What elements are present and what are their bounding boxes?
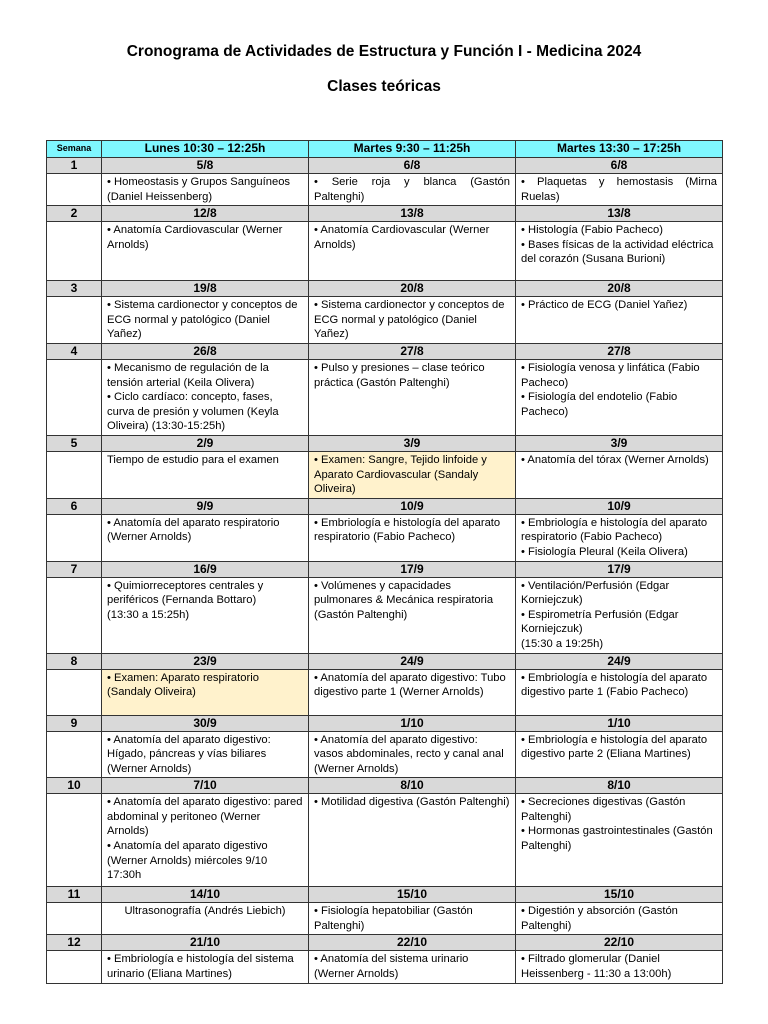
activity-cell [516,514,723,561]
week-blank-cell [47,359,102,435]
date-cell: 26/8 [102,343,309,359]
activity-cell [102,731,309,778]
date-cell: 16/9 [102,561,309,577]
activity-cell [102,951,309,983]
activity-cell [309,222,516,281]
week-blank-cell [47,669,102,715]
date-cell: 15/10 [516,887,723,903]
activity-cell [102,794,309,887]
activity-item: • Fisiología Pleural (Keila Olivera) [521,545,688,558]
activity-cell [516,297,723,344]
week-blank-cell [47,174,102,206]
header-tuesday-afternoon: Martes 13:30 – 17:25h [516,141,723,158]
date-row [47,158,723,174]
activity-item: • Anatomía del aparato respiratorio (Werner Arnolds) [107,516,280,544]
activity-item: • Anatomía Cardiovascular (Werner Arnolds) [314,224,490,251]
activity-item: Tiempo de estudio para el examen [107,453,279,466]
date-cell: 13/8 [309,206,516,222]
activity-item: • Digestión y absorción (Gastón Paltenghi) [521,905,678,932]
date-row [47,435,723,451]
week-number: 1 [47,158,102,174]
header-monday: Lunes 10:30 – 12:25h [102,141,309,158]
week-number: 4 [47,343,102,359]
date-cell: 23/9 [102,653,309,669]
activity-row [47,577,723,653]
activity-row [47,174,723,206]
activity-item: • Volúmenes y capacidades pulmonares & Mecánica respiratoria (Gastón Paltenghi) [314,579,494,621]
date-row [47,343,723,359]
activity-item: • Práctico de ECG (Daniel Yañez) [521,299,688,312]
date-cell: 27/8 [309,343,516,359]
date-row [47,778,723,794]
activity-cell [102,903,309,935]
activity-cell [102,577,309,653]
activity-row [47,222,723,281]
date-cell: 24/9 [516,653,723,669]
activity-item: • Bases físicas de la actividad eléctrica del corazón (Susana Burioni) [521,238,714,266]
activity-item: • Examen: Aparato respiratorio (Sandaly Oliveira) [107,671,259,699]
activity-item: • Fisiología hepatobiliar (Gastón Paltenghi) [314,905,473,932]
activity-cell [516,669,723,715]
week-blank-cell [47,577,102,653]
activity-row [47,514,723,561]
date-cell: 22/10 [516,935,723,951]
date-cell: 13/8 [516,206,723,222]
activity-cell [309,794,516,887]
activity-item: (15:30 a 19:25h) [521,637,604,650]
week-number: 8 [47,653,102,669]
activity-item: • Histología (Fabio Pacheco) [521,224,663,237]
document-subtitle: Clases teóricas [327,78,441,95]
activity-item: • Anatomía del aparato digestivo (Werner Arnolds) miércoles 9/10 17:30h [107,840,268,882]
activity-row [47,951,723,983]
activity-item: • Espirometría Perfusión (Edgar Korniejczuk) [521,608,679,636]
date-cell: 22/10 [309,935,516,951]
date-row [47,498,723,514]
activity-item: • Embriología e histología del aparato digestivo parte 2 (Eliana Martines) [521,733,708,761]
week-number: 11 [47,887,102,903]
week-blank-cell [47,297,102,344]
date-cell: 17/9 [309,561,516,577]
date-cell: 3/9 [309,435,516,451]
activity-cell [102,514,309,561]
header-row [47,141,723,158]
week-number: 9 [47,715,102,731]
activity-item: • Motilidad digestiva (Gastón Paltenghi) [314,796,510,809]
date-cell: 21/10 [102,935,309,951]
activity-cell [309,731,516,778]
header-week: Semana [47,141,102,158]
activity-cell [102,222,309,281]
date-cell: 3/9 [516,435,723,451]
date-row [47,887,723,903]
activity-item: • Embriología e histología del aparato digestivo parte 1 (Fabio Pacheco) [521,671,708,699]
week-number: 7 [47,561,102,577]
activity-cell [516,577,723,653]
date-cell: 12/8 [102,206,309,222]
activity-item: • Quimiorreceptores centrales y periféricos (Fernanda Bottaro) [107,579,264,607]
activity-row [47,731,723,778]
activity-item: • Embriología e histología del aparato respiratorio (Fabio Pacheco) [314,516,501,544]
activity-cell [102,174,309,206]
activity-item: • Anatomía del tórax (Werner Arnolds) [521,453,709,466]
week-blank-cell [47,451,102,498]
date-cell: 1/10 [309,715,516,731]
activity-row [47,451,723,498]
activity-row [47,903,723,935]
activity-item: • Fisiología del endotelio (Fabio Pacheco) [521,391,678,418]
date-cell: 19/8 [102,281,309,297]
week-number: 2 [47,206,102,222]
activity-item: • Anatomía del aparato digestivo: Tubo digestivo parte 1 (Werner Arnolds) [314,671,506,699]
activity-row [47,297,723,344]
activity-cell [309,359,516,435]
activity-item: • Filtrado glomerular (Daniel Heissenberg - 11:30 a 13:00h) [521,953,672,981]
activity-item: • Embriología e histología del sistema urinario (Eliana Martines) [107,953,294,981]
activity-item: • Ciclo cardíaco: concepto, fases, curva de presión y volumen (Keyla Oliveira) (13:30-15:25h) [107,391,279,433]
activity-item: • Fisiología venosa y linfática (Fabio Pacheco) [521,361,700,389]
activity-row [47,669,723,715]
date-cell: 7/10 [102,778,309,794]
document-title: Cronograma de Actividades de Estructura y Función I - Medicina 2024 [126,43,642,60]
activity-item: • Anatomía Cardiovascular (Werner Arnolds) [107,224,283,251]
week-number: 6 [47,498,102,514]
date-cell: 17/9 [516,561,723,577]
date-cell: 30/9 [102,715,309,731]
date-cell: 20/8 [516,281,723,297]
activity-cell [516,731,723,778]
activity-cell [309,514,516,561]
activity-item: • Mecanismo de regulación de la tensión arterial (Keila Olivera) [107,361,269,389]
activity-cell [309,174,516,206]
activity-cell [516,903,723,935]
schedule-table [46,140,723,984]
date-cell: 10/9 [516,498,723,514]
date-cell: 27/8 [516,343,723,359]
activity-item: • Anatomía del aparato digestivo: vasos abdominales, recto y canal anal (Werner Arnolds) [314,733,504,775]
activity-cell [309,297,516,344]
activity-row [47,794,723,887]
date-row [47,935,723,951]
week-number: 10 [47,778,102,794]
date-cell: 24/9 [309,653,516,669]
activity-item: • Examen: Sangre, Tejido linfoide y Aparato Cardiovascular (Sandaly Oliveira) [314,453,487,496]
activity-item: • Sistema cardionector y conceptos de ECG normal y patológico (Daniel Yañez) [107,299,298,341]
activity-cell [516,951,723,983]
date-cell: 14/10 [102,887,309,903]
activity-item: • Secreciones digestivas (Gastón Paltenghi) [521,796,686,823]
activity-item: • Anatomía del aparato digestivo: Hígado, páncreas y vías biliares (Werner Arnolds) [107,733,271,775]
activity-cell [309,577,516,653]
date-cell: 20/8 [309,281,516,297]
activity-item: Ultrasonografía (Andrés Liebich) [124,905,286,918]
activity-cell [309,669,516,715]
activity-item: • Hormonas gastrointestinales (Gastón Paltenghi) [521,825,713,853]
week-number: 3 [47,281,102,297]
activity-item: • Anatomía del aparato digestivo: pared abdominal y peritoneo (Werner Arnolds) [107,796,303,838]
activity-cell [516,794,723,887]
activity-item: • Serie roja y blanca (Gastón Paltenghi) [314,176,510,203]
header-tuesday-morning: Martes 9:30 – 11:25h [309,141,516,158]
activity-cell [516,451,723,498]
date-cell: 6/8 [309,158,516,174]
date-cell: 15/10 [309,887,516,903]
date-cell: 2/9 [102,435,309,451]
activity-cell [516,174,723,206]
date-row [47,281,723,297]
activity-cell [309,951,516,983]
activity-cell [102,669,309,715]
date-cell: 10/9 [309,498,516,514]
date-cell: 5/8 [102,158,309,174]
activity-cell [102,359,309,435]
week-number: 12 [47,935,102,951]
activity-item: • Homeostasis y Grupos Sanguíneos (Daniel Heissenberg) [107,176,291,203]
date-row [47,561,723,577]
activity-item: • Plaquetas y hemostasis (Mirna Ruelas) [521,176,717,203]
activity-cell [516,222,723,281]
week-number: 5 [47,435,102,451]
activity-item: • Embriología e histología del aparato respiratorio (Fabio Pacheco) [521,516,708,544]
week-blank-cell [47,951,102,983]
activity-row [47,359,723,435]
week-blank-cell [47,731,102,778]
activity-item: • Sistema cardionector y conceptos de ECG normal y patológico (Daniel Yañez) [314,299,505,341]
activity-cell [516,359,723,435]
date-row [47,206,723,222]
activity-cell [102,297,309,344]
week-blank-cell [47,222,102,281]
activity-item: (13:30 a 15:25h) [107,608,190,621]
date-row [47,715,723,731]
date-cell: 8/10 [516,778,723,794]
activity-cell [309,451,516,498]
week-blank-cell [47,794,102,887]
activity-item: • Anatomía del sistema urinario (Werner Arnolds) [314,953,469,981]
week-blank-cell [47,514,102,561]
date-row [47,653,723,669]
date-cell: 1/10 [516,715,723,731]
date-cell: 6/8 [516,158,723,174]
date-cell: 9/9 [102,498,309,514]
activity-cell [309,903,516,935]
week-blank-cell [47,903,102,935]
date-cell: 8/10 [309,778,516,794]
activity-item: • Pulso y presiones – clase teórico práctica (Gastón Paltenghi) [314,361,485,389]
activity-cell [102,451,309,498]
activity-item: • Ventilación/Perfusión (Edgar Korniejczuk) [521,579,670,607]
